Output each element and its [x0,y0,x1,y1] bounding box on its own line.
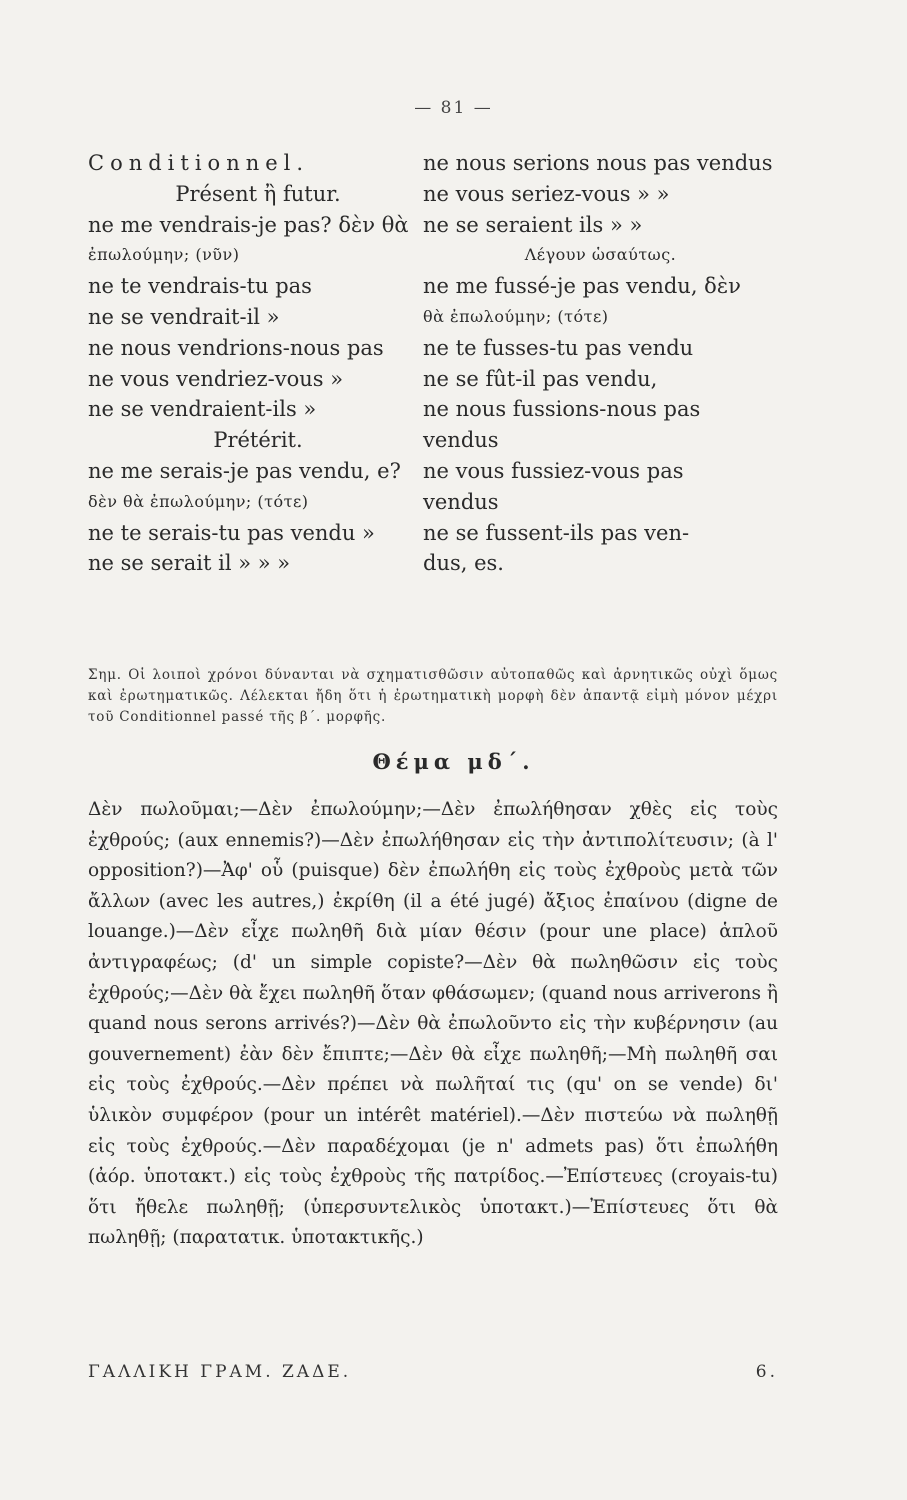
page-number: — 81 — [414,98,493,118]
footer-signature: 6. [755,1362,778,1382]
conjugation-line: ne vous fussiez-vous pas [423,458,684,483]
grammar-note: Σημ. Οἱ λοιποὶ χρόνοι δύνανται νὰ σχηματισθῶσιν αὐτοπαθῶς καὶ ἀρνητικῶς οὐχὶ ὅμως καὶ ἐρωτηματικῶς. Λέλεκται ἤδη ὅτι ἡ ἐρωτηματικὴ μορφὴ δὲν ἀπαντᾷ εἰμὴ μόνον μέχρι τοῦ Conditionnel passé τῆς β΄. μορφῆς. [88,667,778,725]
conjugation-line: θὰ ἐπωλούμην; (τότε) [423,306,609,326]
conjugation-line: ne te serais-tu pas vendu » [88,520,375,545]
conjugation-line: ne nous serions nous pas vendus [423,151,773,175]
conjugation-line: δὲν θὰ ἐπωλούμην; (τότε) [88,491,309,511]
conjugation-line: ne me fussé-je pas vendu, δὲν [423,274,741,299]
conjugation-line: ne vous seriez-vous » » [423,181,670,206]
conjugation-line: dus, es. [423,551,504,576]
conjugation-line: Présent ἢ futur. [175,181,341,206]
page-footer [88,1362,778,1382]
conjugation-line: ne se serait il » » » [88,551,291,576]
conjugation-line: ne me vendrais-je pas? δὲν θὰ [88,212,409,237]
conjugation-line: Prétérit. [213,428,303,453]
conjugation-line: vendus [423,428,499,453]
conjugation-line: ne me serais-je pas vendu, e? [88,458,401,483]
conjugation-line: ne se fût-il pas vendu, [423,366,658,391]
conjugation-line: Conditionnel. [88,151,310,175]
conjugation-line: ne nous vendrions-nous pas [88,335,384,360]
conjugation-line: ne se fussent-ils pas ven- [423,520,690,545]
conjugation-line: ne se vendraient-ils » [88,397,317,422]
right-column [423,148,778,579]
conjugation-line: ne vous vendriez-vous » [88,366,344,391]
footer-title: ΓΑΛΛΙΚΗ ΓΡΑΜ. ΖΑΔΕ. [88,1362,352,1382]
conjugation-line: ne te vendrais-tu pas [88,274,312,299]
exercise-text: Δὲν πωλοῦμαι;—Δὲν ἐπωλούμην;—Δὲν ἐπωλήθησαν χθὲς εἰς τοὺς ἐχθρούς; (aux ennemis?)—Δὲν ἐπωλήθησαν εἰς τὴν ἀντιπολίτευσιν; (à l' opposition?)—Ἀφ' οὗ (puisque) δὲν ἐπωλήθη εἰς τοὺς ἐχθροὺς μετὰ τῶν ἄλλων (avec les autres,) ἐκρίθη (il a été jugé) ἄξιος ἐπαίνου (digne de louange.)—Δὲν εἶχε πωληθῆ διὰ μίαν θέσιν (pour une place) ἁπλοῦ ἀντιγραφέως; (d' un simple copiste?—Δὲν θὰ πωληθῶσιν εἰς τοὺς ἐχθρούς;—Δὲν θὰ ἔχει πωληθῆ ὅταν φθάσωμεν; (quand nous arriverons ἢ quand nous serons arrivés?)—Δὲν θὰ ἐπωλοῦντο εἰς τὴν κυβέρνησιν (au gouvernement) ἐὰν δὲν ἔπιπτε;—Δὲν θὰ εἶχε πωληθῆ;—Μὴ πωληθῆ σαι εἰς τοὺς ἐχθρούς.—Δὲν πρέπει νὰ πωλῆταί τις (qu' on se vende) δι' ὑλικὸν συμφέρον (pour un intérêt matériel).—Δὲν πιστεύω νὰ πωληθῇ εἰς τοὺς ἐχθρούς.—Δὲν παραδέχομαι (je n' admets pas) ὅτι ἐπωλήθη (ἀόρ. ὑποτακτ.) εἰς τοὺς ἐχθροὺς τῆς πατρίδος.—Ἐπίστευες (croyais-tu) ὅτι ἤθελε πωληθῇ; (ὑπερσυντελικὸς ὑποτακτ.)—Ἐπίστευες ὅτι θὰ πωληθῇ; (παρατατικ. ὑποτακτικῆς.) [88,799,778,1249]
conjugation-line: ne nous fussions-nous pas [423,397,701,422]
conjugation-line: ne se seraient ils » » [423,212,643,237]
conjugation-line: ἐπωλούμην; (νῦν) [88,245,240,265]
conjugation-line: ne se vendrait-il » [88,304,280,329]
conjugation-line: ne te fusses-tu pas vendu [423,335,694,360]
left-column [88,148,428,579]
conjugation-line: Λέγουν ὡσαύτως. [524,245,677,265]
conjugation-line: vendus [423,489,499,514]
exercise-heading: Θέμα μδ΄. [372,749,535,774]
